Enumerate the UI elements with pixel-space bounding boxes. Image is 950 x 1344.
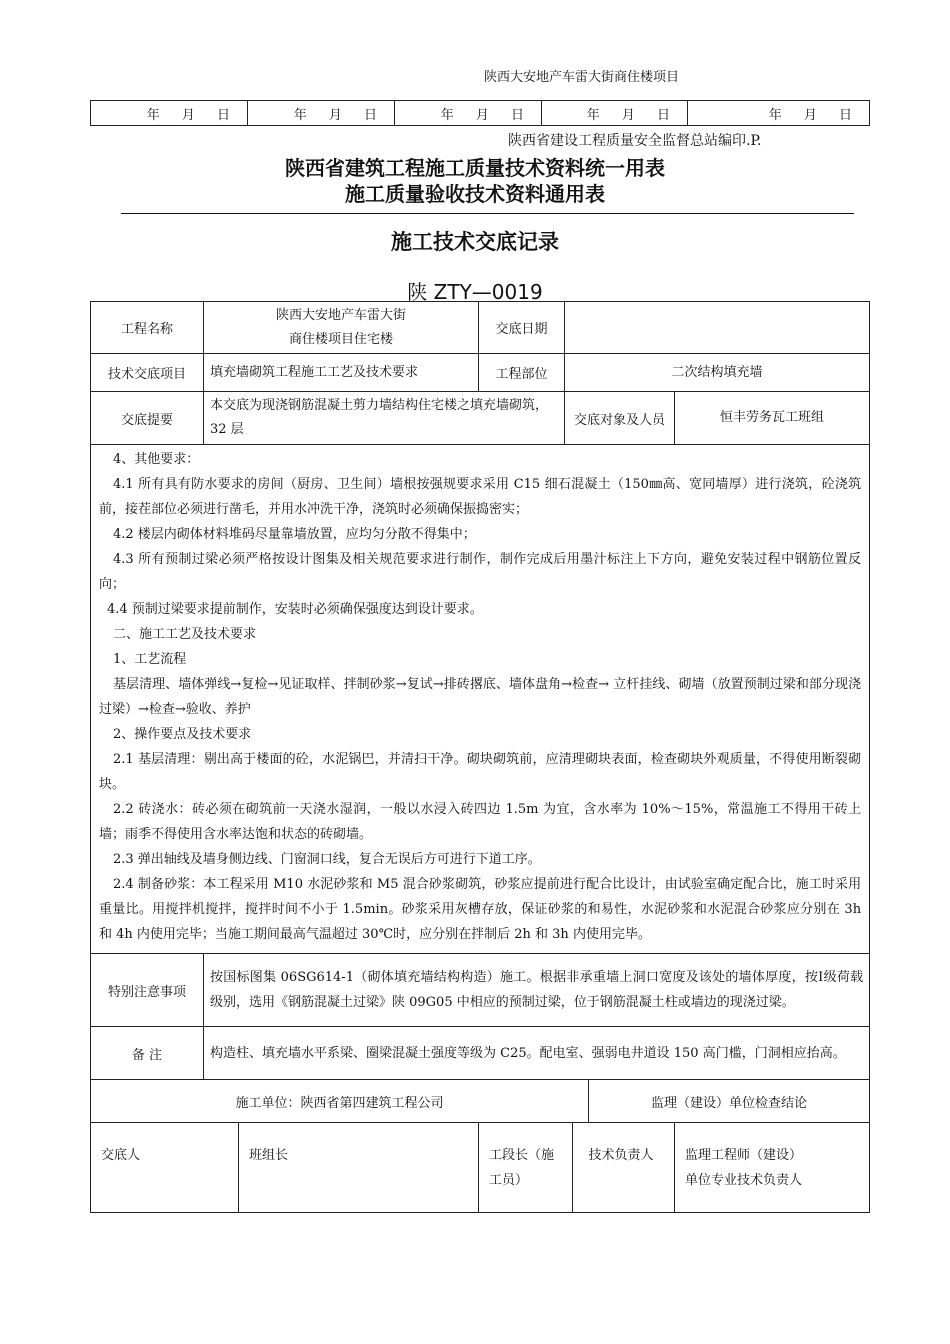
date-value[interactable]: [565, 302, 870, 354]
special-label: 特别注意事项: [91, 954, 204, 1027]
content-paragraph: 4.1 所有具有防水要求的房间（厨房、卫生间）墙根按强规要求采用 C15 细石混凝土（150㎜高、宽同墙厚）进行浇筑，砼浇筑前，接茬部位必须进行凿毛，并用水冲洗干净，浇筑时必须确保振捣密实；: [99, 477, 862, 517]
content-paragraph: 4、其他要求：: [113, 452, 200, 467]
title-line-1: 陕西省建筑工程施工质量技术资料统一用表: [285, 156, 665, 180]
special-text[interactable]: 按国标图集 06SG614-1（砌体填充墙结构构造）施工。根据非承重墙上洞口宽度及该处的墙体厚度，按Ⅰ级荷载级别，选用《钢筋混凝土过梁》陕 09G05 中相应的预制过梁，位于钢筋混凝土柱或墙边的现浇过梁。: [204, 954, 870, 1027]
item-value[interactable]: 填充墙砌筑工程施工工艺及技术要求: [204, 354, 479, 392]
supervisor-line: 监理工程师（建设）: [685, 1148, 803, 1163]
form-code: 陕 ZTY—0019: [407, 280, 543, 304]
supervisor-title: 监理（建设）单位检查结论: [589, 1080, 870, 1123]
date-row: [90, 100, 870, 126]
summary-label: 交底提要: [91, 392, 204, 445]
section-chief-signature[interactable]: 工段长（施工员）: [479, 1123, 573, 1213]
compiler-note: 陕西省建设工程质量安全监督总站编印.P.: [508, 133, 762, 149]
date-label: 交底日期: [479, 302, 565, 354]
title-divider: [121, 213, 854, 214]
content-paragraph: 2.4 制备砂浆：本工程采用 M10 水泥砂浆和 M5 混合砂浆砌筑，砂浆应提前进行配合比设计，由试验室确定配合比，施工时采用重量比。用搅拌机搅拌，搅拌时间不小于 1.5min。砂浆采用灰槽存放，保证砂浆的和易性，水泥砂浆和水泥混合砂浆应分别在 3h 和 4h 内使用完毕；当施工期间最高气温超过 30℃时，应分别在拌制后 2h 和 3h 内使用完毕。: [99, 877, 862, 942]
summary-value[interactable]: 本交底为现浇钢筋混凝土剪力墙结构住宅楼之填充墙砌筑，32 层: [204, 392, 565, 445]
item-label: 技术交底项目: [91, 354, 204, 392]
content-paragraph: 2、操作要点及技术要求: [113, 727, 252, 742]
date-cell[interactable]: 年 月 日: [688, 101, 870, 126]
content-paragraph: 基层清理、墙体弹线→复检→见证取样、拌制砂浆→复试→排砖撂底、墙体盘角→检查→ 立杆挂线、砌墙（放置预制过梁和部分现浇过梁）→检查→验收、养护: [99, 677, 862, 717]
disclosure-content: [91, 445, 870, 954]
location-value[interactable]: 二次结构填充墙: [565, 354, 870, 392]
content-paragraph: 4.4 预制过梁要求提前制作，安装时必须确保强度达到设计要求。: [107, 602, 483, 617]
project-name-value[interactable]: [204, 302, 479, 354]
content-paragraph: 二、施工工艺及技术要求: [113, 627, 257, 642]
remark-label: 备 注: [91, 1027, 204, 1080]
project-header: 陕西大安地产车雷大街商住楼项目: [484, 70, 680, 85]
content-paragraph: 2.3 弹出轴线及墙身侧边线、门窗洞口线，复合无误后方可进行下道工序。: [113, 852, 541, 867]
content-paragraph: 2.2 砖浇水：砖必须在砌筑前一天浇水湿润，一般以水浸入砖四边 1.5m 为宜，含水率为 10%～15%，常温施工不得用干砖上墙；雨季不得使用含水率达饱和状态的砖砌墙。: [99, 802, 862, 842]
date-cell[interactable]: 年 月 日: [248, 101, 395, 126]
content-paragraph: 4.3 所有预制过梁必须严格按设计图集及相关规范要求进行制作，制作完成后用墨汁标注上下方向，避免安装过程中钢筋位置反向；: [99, 552, 862, 592]
content-paragraph: 2.1 基层清理：剔出高于楼面的砼，水泥锅巴，并清扫干净。砌块砌筑前，应清理砌块表面，检查砌块外观质量，不得使用断裂砌块。: [99, 752, 862, 792]
location-label: 工程部位: [479, 354, 565, 392]
supervisor-signature[interactable]: [675, 1123, 870, 1213]
discloser-signature[interactable]: 交底人: [91, 1123, 239, 1213]
content-paragraph: 1、工艺流程: [113, 652, 187, 667]
spacer: [573, 1123, 589, 1213]
project-name-line: 商住楼项目住宅楼: [288, 331, 393, 347]
disclosure-form: [90, 301, 870, 1213]
team-leader-signature[interactable]: 班组长: [239, 1123, 479, 1213]
target-value[interactable]: 恒丰劳务瓦工班组: [675, 392, 870, 445]
target-label: 交底对象及人员: [565, 392, 675, 445]
project-name-label: 工程名称: [91, 302, 204, 354]
supervisor-line: 单位专业技术负责人: [685, 1173, 803, 1188]
project-name-line: 陕西大安地产车雷大街: [275, 307, 406, 323]
content-paragraph: 4.2 楼层内砌体材料堆码尽量靠墙放置，应均匀分散不得集中；: [113, 527, 476, 542]
tech-lead-signature[interactable]: 技术负责人: [589, 1123, 675, 1213]
form-title: 施工技术交底记录: [391, 230, 559, 254]
date-cell[interactable]: 年 月 日: [395, 101, 542, 126]
date-cell[interactable]: 年 月 日: [91, 101, 248, 126]
contractor: 施工单位：陕西省第四建筑工程公司: [91, 1080, 589, 1123]
remark-text[interactable]: 构造柱、填充墙水平系梁、圈梁混凝土强度等级为 C25。配电室、强弱电井道设 150 高门槛，门洞相应抬高。: [204, 1027, 870, 1080]
date-cell[interactable]: 年 月 日: [542, 101, 688, 126]
title-line-2: 施工质量验收技术资料通用表: [345, 182, 605, 206]
